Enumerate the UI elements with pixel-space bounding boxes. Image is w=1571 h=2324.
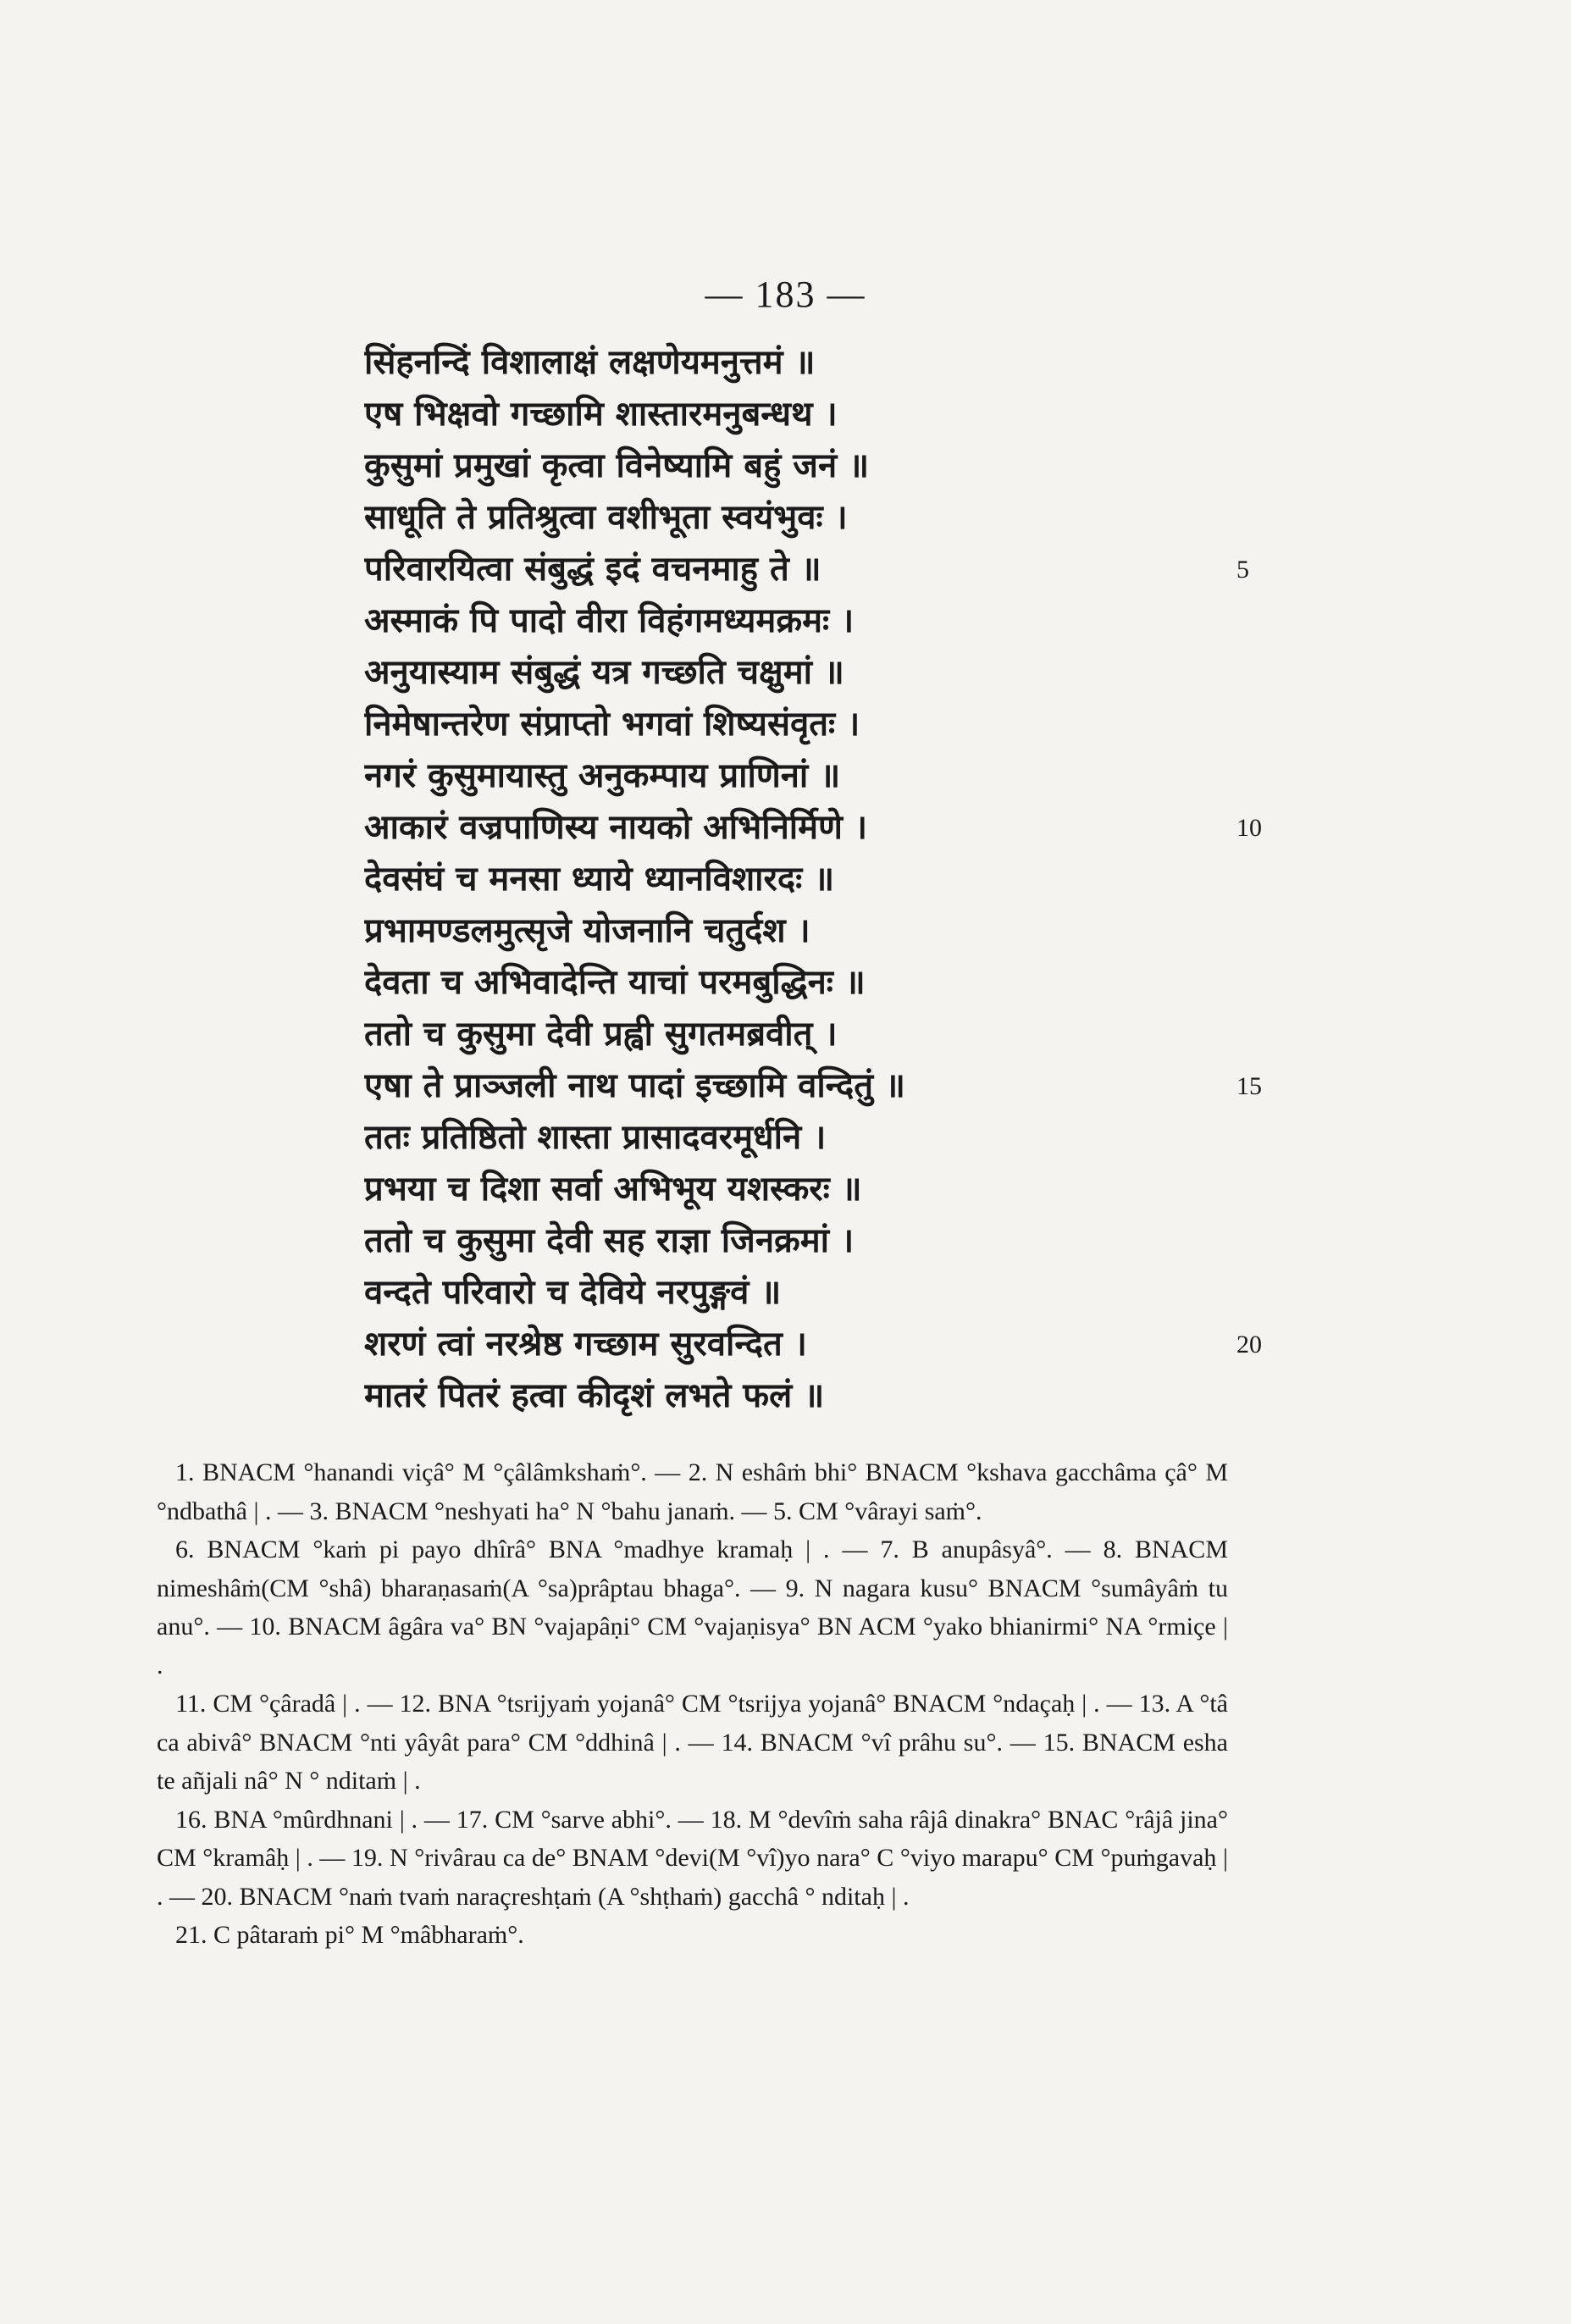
verse-text: प्रभया च दिशा सर्वा अभिभूय यशस्करः ॥ [364,1170,862,1209]
verse-text: शरणं त्वां नरश्रेष्ठ गच्छाम सुरवन्दित । [364,1325,807,1364]
verse-text: ततः प्रतिष्ठितो शास्ता प्रासादवरमूर्धनि । [364,1118,827,1157]
verse-block [364,337,1465,1422]
verse-line [364,492,1465,544]
verse-text: आकारं वज्रपाणिस्य नायको अभिनिर्मिणे । [364,808,868,847]
verse-text: एषा ते प्राञ्जली नाथ पादां इच्छामि वन्दितुं ॥ [364,1066,905,1105]
verse-line [364,1215,1465,1267]
footnote-paragraph: 1. BNACM °hanandi viçâ° M °çâlâmkshaṁ°. — 2. N eshâṁ bhi° BNACM °kshava gacchâma çâ° M °ndbathâ | . — 3. BNACM °neshyati ha° N °bahu janaṁ. — 5. CM °vârayi saṁ°. [157,1458,1228,1525]
verse-text: सिंहनन्दिं विशालाक्षं लक्षणेयमनुत्तमं ॥ [364,343,816,382]
verse-text: अनुयास्याम संबुद्धं यत्र गच्छति चक्षुमां ॥ [364,653,844,692]
verse-line [364,647,1465,699]
verse-text: निमेषान्तरेण संप्राप्तो भगवां शिष्यसंवृतः । [364,705,860,744]
line-number: 5 [1236,556,1249,584]
verse-text: देवसंघं च मनसा ध्याये ध्यानविशारदः ॥ [364,860,835,899]
verse-line [364,1009,1465,1060]
verse-line [364,854,1465,905]
verse-line [364,1112,1465,1164]
verse-line [364,389,1465,440]
verse-text: वन्दते परिवारो च देविये नरपुङ्गवं ॥ [364,1273,782,1312]
verse-line [364,595,1465,647]
verse-text: परिवारयित्वा संबुद्धं इदं वचनमाहु ते ॥ [364,550,821,589]
verse-line [364,1164,1465,1215]
verse-line [364,1060,1465,1112]
verse-line [364,1370,1465,1422]
verse-line [364,802,1465,854]
verse-text: एष भिक्षवो गच्छामि शास्तारमनुबन्धथ । [364,395,838,434]
verse-text: प्रभामण्डलमुत्सृजे योजनानि चतुर्दश । [364,911,810,950]
verse-text: नगरं कुसुमायास्तु अनुकम्पाय प्राणिनां ॥ [364,756,841,795]
verse-text: मातरं पितरं हत्वा कीदृशं लभते फलं ॥ [364,1376,825,1415]
footnotes [157,1453,1228,1955]
verse-line [364,1267,1465,1319]
verse-line [364,1319,1465,1370]
verse-line [364,905,1465,957]
line-number: 10 [1236,814,1262,842]
footnote-paragraph: 6. BNACM °kaṁ pi payo dhîrâ° BNA °madhye kramaḥ | . — 7. B anupâsyâ°. — 8. BNACM nimeshâṁ(CM °shâ) bharaṇasaṁ(A °sa)prâptau bhaga°. — 9. N nagara kusu° BNACM °sumâyâṁ tu anu°. — 10. BNACM âgâra va° BN °vajapâṇi° CM °vajaṇisya° BN ACM °yako bhianirmi° NA °rmiçe | . [157,1536,1228,1679]
page-number: — 183 — [705,274,866,315]
verse-text: ततो च कुसुमा देवी प्रह्वी सुगतमब्रवीत् । [364,1015,838,1054]
verse-line [364,957,1465,1009]
line-number: 20 [1236,1331,1262,1358]
verse-line [364,337,1465,389]
footnote-paragraph: 16. BNA °mûrdhnani | . — 17. CM °sarve abhi°. — 18. M °devîṁ saha râjâ dinakra° BNAC °râjâ jina° CM °kramâḥ | . — 19. N °rivârau ca de° BNAM °devi(M °vî)yo nara° C °viyo marapu° CM °puṁgavaḥ | . — 20. BNACM °naṁ tvaṁ naraçreshṭaṁ (A °shṭhaṁ) gacchâ ° nditaḥ | . [157,1805,1228,1911]
footnote-paragraph: 11. CM °çâradâ | . — 12. BNA °tsrijyaṁ yojanâ° CM °tsrijya yojanâ° BNACM °ndaçaḥ | . — 13. A °tâ ca abivâ° BNACM °nti yâyât para° CM °ddhinâ | . — 14. BNACM °vî prâhu su°. — 15. BNACM esha te añjali nâ° N ° nditaṁ | . [157,1690,1228,1795]
line-number: 15 [1236,1072,1262,1100]
verse-text: अस्माकं पि पादो वीरा विहंगमध्यमक्रमः । [364,601,855,640]
footnote-paragraph: 21. C pâtaraṁ pi° M °mâbharaṁ°. [175,1921,524,1949]
verse-line [364,440,1465,492]
verse-text: देवता च अभिवादेन्ति याचां परमबुद्धिनः ॥ [364,963,866,1002]
verse-line [364,544,1465,595]
verse-text: ततो च कुसुमा देवी सह राज्ञा जिनक्रमां । [364,1221,855,1260]
verse-line [364,750,1465,802]
verse-text: साधूति ते प्रतिश्रुत्वा वशीभूता स्वयंभुवः । [364,498,848,537]
verse-text: कुसुमां प्रमुखां कृत्वा विनेष्यामि बहुं जनं ॥ [364,446,870,485]
verse-line [364,699,1465,750]
